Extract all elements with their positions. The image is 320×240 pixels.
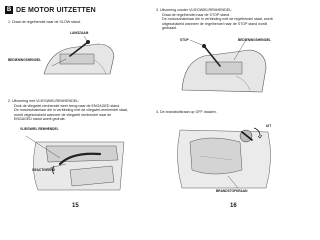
step-2-line: De motorschakelaar die in verbinding met de vliegwiel-remhendel staat,	[14, 108, 128, 112]
flywheel-brake-illustration	[20, 130, 130, 192]
page-number: 16	[230, 203, 237, 209]
control-lever-label: BEDIENINGSHENDEL	[238, 38, 271, 42]
step-2-line: Druk de vliegwiel-remhendel weer terug naar de ENGAGED stand.	[14, 103, 121, 108]
step-3-line: gedraaid.	[162, 26, 177, 30]
step-3-line: Draai de regelhendel naar de STOP stand.	[162, 12, 230, 17]
step-4-text: 4. De brandstofkraan op OFF draaien.	[156, 110, 217, 114]
fuel-valve-label: BRANDSTOFKRAAN	[216, 189, 248, 193]
engaged-label: GEACTIVEERD	[32, 168, 56, 172]
section-header	[5, 6, 96, 14]
control-lever-stop-illustration	[176, 40, 270, 96]
flywheel-brake-lever-label: VLIEGWIEL REMHENDEL	[20, 127, 59, 131]
off-label: UIT	[266, 124, 272, 128]
right-page	[150, 0, 300, 214]
slow-label: LANGZAAM	[70, 31, 89, 35]
left-page	[0, 0, 150, 214]
step-3-line: uitgeschakeld wanneer de regelhendel naar de STOP stand wordt	[162, 21, 267, 26]
step-2-line: ENGAGED stand wordt gedrukt.	[14, 117, 66, 121]
fuel-valve-illustration	[170, 120, 280, 192]
step-1-text: 1. Draai de regelhendel naar de SLOW stand.	[8, 20, 81, 24]
section-title: DE MOTOR UITZETTEN	[16, 6, 96, 14]
step-2-line: 2. Uitvoering met VLIEGWIELREMHENDEL:	[8, 99, 80, 103]
section-badge: B	[6, 7, 12, 13]
control-lever-slow-illustration	[40, 34, 120, 80]
page-number: 15	[72, 203, 79, 209]
step-3-line: De motorschakelaar die in verbinding met de regelhendel staat, wordt	[162, 17, 273, 21]
control-lever-label: BEDIENINGSHENDEL	[8, 58, 41, 62]
step-3-line: 3. Uitvoering zonder VLIEGWIELREMHENDEL:	[156, 8, 233, 12]
step-2-line: wordt uitgeschakeld wanneer de vliegwiel remhendel naar de	[14, 112, 112, 117]
stop-label: STOP	[180, 38, 189, 42]
